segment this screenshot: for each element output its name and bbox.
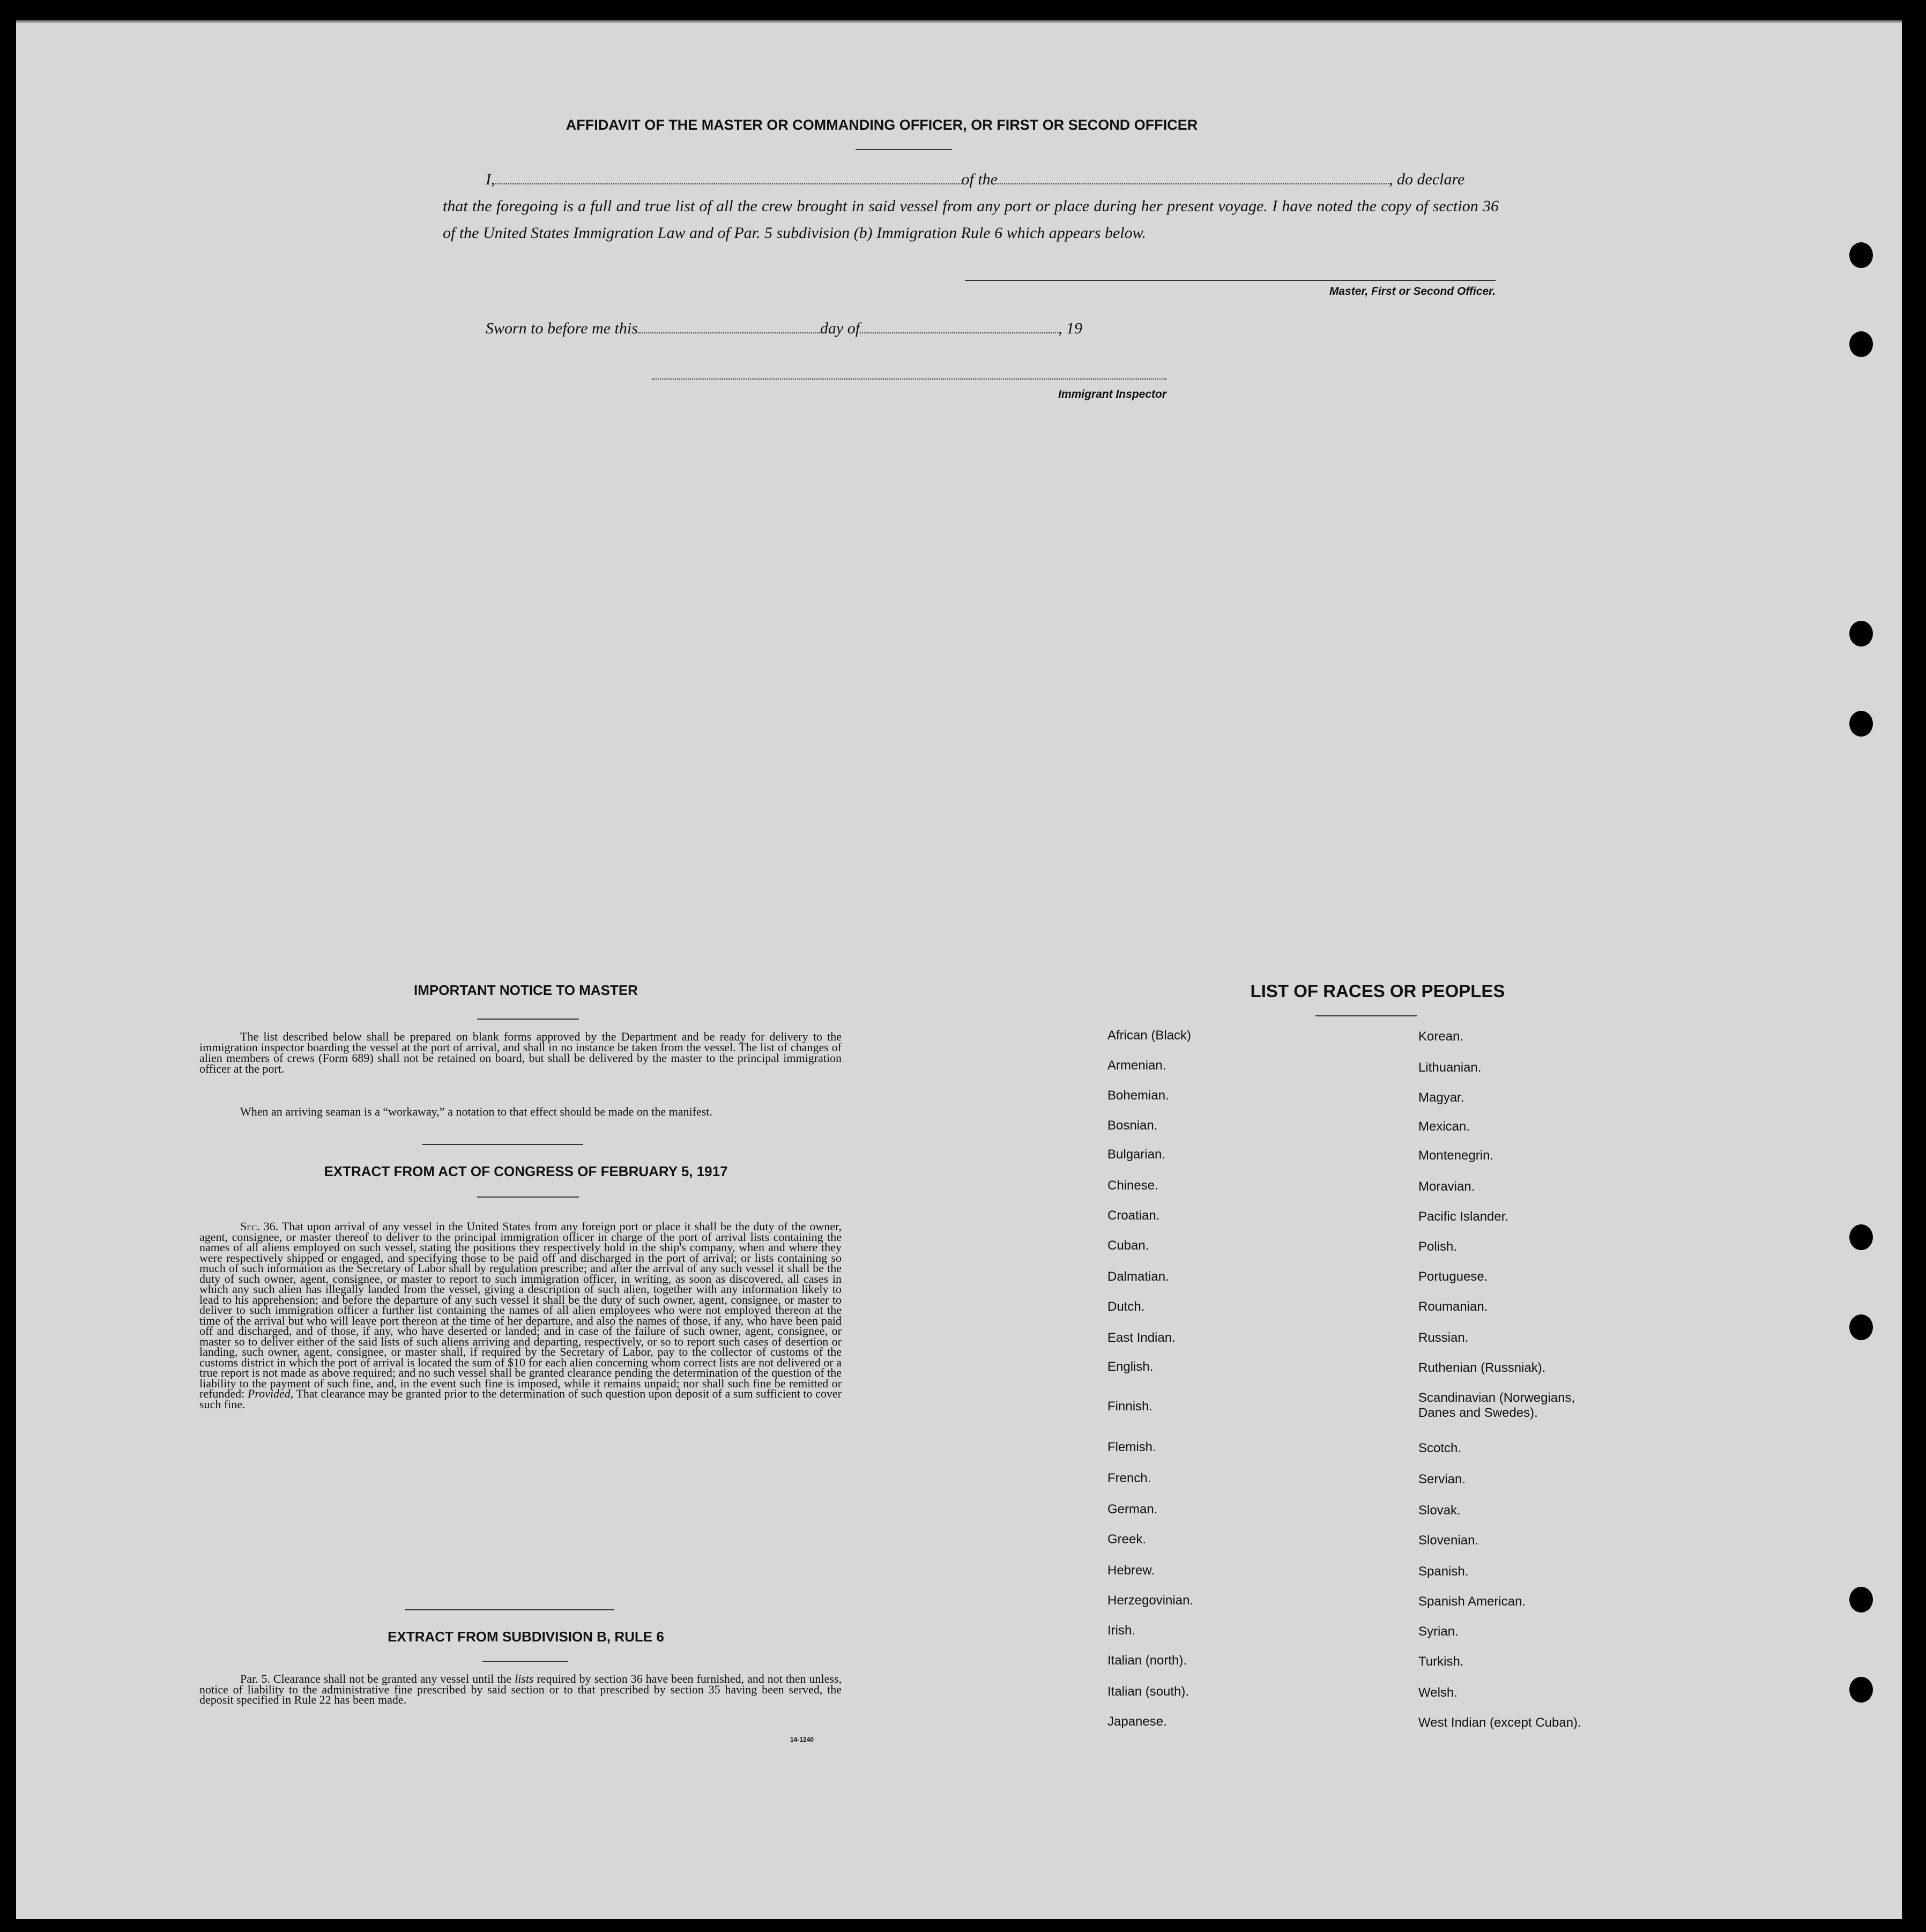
race-item-left: Italian (north).	[1107, 1653, 1187, 1668]
race-item-left: Armenian.	[1107, 1058, 1166, 1073]
form-number: 14-1240	[790, 1736, 814, 1743]
rule-extract-body	[199, 1674, 842, 1705]
race-item-left: Dalmatian.	[1107, 1269, 1169, 1284]
divider	[482, 1661, 568, 1662]
race-item-left: Dutch.	[1107, 1299, 1145, 1314]
divider	[405, 1609, 614, 1610]
form-page	[16, 20, 1902, 1919]
race-item-right: Pacific Islander.	[1418, 1209, 1509, 1224]
race-item-left: English.	[1107, 1359, 1154, 1374]
notice-title: IMPORTANT NOTICE TO MASTER	[414, 982, 638, 998]
sworn-month-blank[interactable]	[860, 332, 1058, 333]
divider	[1315, 1015, 1417, 1016]
act-extract-body	[199, 1221, 842, 1409]
punch-hole	[1849, 621, 1873, 647]
act-extract-title: EXTRACT FROM ACT OF CONGRESS OF FEBRUARY 5, 1917	[324, 1163, 728, 1179]
signature-line[interactable]	[965, 280, 1496, 281]
divider	[422, 1144, 583, 1145]
race-item-right: West Indian (except Cuban).	[1418, 1715, 1581, 1730]
race-item-right: Scandinavian (Norwegians, Danes and Swedes).	[1418, 1391, 1575, 1420]
divider	[477, 1019, 579, 1020]
rule-text-b: required by section 36 have been furnished, and not then unless, notice of liability to the administrative fine prescribed by said section or to that prescribed by section 35 having been served, the deposit specified in Rule 22 has been made.	[199, 1672, 842, 1706]
punch-hole	[1849, 1314, 1873, 1340]
declarant-name-blank[interactable]	[495, 183, 962, 184]
race-item-left: Herzegovinian.	[1107, 1593, 1194, 1608]
race-item-right: Montenegrin.	[1418, 1148, 1494, 1163]
notice-paragraph-1: The list described below shall be prepared on blank forms approved by the Department and be ready for delivery to the immigration inspector boarding the vessel at the port of arrival, and shall in no instance be taken from the vessel. The list of changes of alien members of crews (Form 689) shall not be retained on board, but shall be delivered by the master to the principal immigration officer at the port.	[199, 1030, 842, 1075]
affidavit-title: AFFIDAVIT OF THE MASTER OR COMMANDING OFFICER, OR FIRST OR SECOND OFFICER	[566, 117, 1198, 133]
sworn-middle: day of	[820, 319, 860, 337]
declare-suffix: , do declare	[1389, 170, 1465, 188]
punch-hole	[1849, 1224, 1873, 1250]
sworn-day-blank[interactable]	[638, 332, 820, 333]
section-text: That upon arrival of any vessel in the United States from any foreign port or place it shall be the duty of the owner, agent, consignee, or master thereof to deliver to the principal immigration officer in charge of the port of arrival lists containing the names of all aliens employed on such vessel, stating the positions they respectively hold in the ship's company, when and where they were respectively shipped or engaged, and specifying those to be paid off and discharged in the port of arrival; or lists containing so much of such information as the Secretary of Labor shall by regulation prescribe; and after the arrival of any such vessel it shall be the duty of such owner, agent, consignee, or master to report to such immigration officer, in writing, as soon as discovered, all cases in which any such alien has illegally landed from the vessel, giving a description of such alien, together with any information likely to lead to his apprehension; and before the departure of any such vessel it shall be the duty of such owner, agent, consignee, or master to deliver to such immigration officer a further list containing the names of all alien employees who were not employed thereon at the time of the arrival but who will leave port thereon at the time of her departure, and also the names of those, if any, who have been paid off and discharged, and of those, if any, who have deserted or landed; and in case of the failure of such owner, agent, consignee, or master so to deliver either of the said lists of such aliens arriving and departing, respectively, or so to report such cases of desertion or landing, such owner, agent, consignee, or master shall, if required by the Secretary of Labor, pay to the collector of customs of the customs district in which the port of arrival is located the sum of $10 for each alien concerning whom correct lists are not delivered or a true report is not made as above required; and no such vessel shall be granted clearance pending the determination of the question of the liability to the payment of such fine, and, in the event such fine is imposed, while it remains unpaid; nor shall such fine be remitted or refunded:	[199, 1220, 842, 1400]
race-item-right: Polish.	[1418, 1239, 1457, 1254]
race-item-right: Spanish.	[1418, 1564, 1469, 1579]
affidavit-declaration	[486, 166, 1499, 193]
race-item-right: Mexican.	[1418, 1119, 1470, 1134]
sworn-line	[486, 315, 1236, 342]
race-item-left: French.	[1107, 1471, 1151, 1485]
punch-hole	[1849, 1587, 1873, 1613]
divider	[477, 1197, 579, 1198]
race-item-left: Bulgarian.	[1107, 1147, 1166, 1162]
rule-extract-title: EXTRACT FROM SUBDIVISION B, RULE 6	[388, 1629, 664, 1645]
rule-text-a: Par. 5. Clearance shall not be granted any vessel until the	[240, 1672, 512, 1685]
race-item-left: Greek.	[1107, 1532, 1147, 1547]
race-item-right: Magyar.	[1418, 1090, 1464, 1105]
race-item-right: Roumanian.	[1418, 1299, 1488, 1314]
race-item-left: Flemish.	[1107, 1440, 1156, 1454]
section-label: Sec. 36.	[240, 1220, 279, 1233]
provided-label: Provided,	[247, 1387, 294, 1400]
race-item-left: Croatian.	[1107, 1208, 1160, 1223]
race-item-right: Spanish American.	[1418, 1594, 1526, 1609]
race-item-right: Lithuanian.	[1418, 1060, 1482, 1075]
race-item-right: Portuguese.	[1418, 1269, 1488, 1284]
race-item-right: Russian.	[1418, 1331, 1469, 1345]
sworn-prefix: Sworn to before me this	[486, 319, 638, 337]
race-item-left: Finnish.	[1107, 1399, 1153, 1414]
races-title: LIST OF RACES OR PEOPLES	[1250, 981, 1505, 1001]
race-item-right: Slovak.	[1418, 1503, 1461, 1518]
race-item-left: Italian (south).	[1107, 1684, 1189, 1699]
race-item-left: African (Black)	[1107, 1028, 1192, 1043]
race-item-right: Welsh.	[1418, 1685, 1457, 1700]
race-item-right: Syrian.	[1418, 1624, 1459, 1639]
race-item-left: Bohemian.	[1107, 1088, 1169, 1103]
race-item-left: East Indian.	[1107, 1331, 1176, 1345]
sworn-suffix: , 19	[1058, 319, 1083, 337]
vessel-name-blank[interactable]	[998, 183, 1389, 184]
race-item-right: Servian.	[1418, 1472, 1466, 1487]
race-item-left: Chinese.	[1107, 1178, 1158, 1193]
race-item-right: Moravian.	[1418, 1179, 1475, 1194]
punch-hole	[1849, 331, 1873, 357]
punch-hole	[1849, 1677, 1873, 1703]
race-item-left: Bosnian.	[1107, 1118, 1158, 1133]
race-item-left: Irish.	[1107, 1623, 1136, 1638]
race-item-left: Hebrew.	[1107, 1563, 1155, 1578]
inspector-signature-line[interactable]	[652, 378, 1166, 380]
declarant-prefix: I,	[486, 170, 495, 188]
race-item-right: Korean.	[1418, 1029, 1464, 1044]
vessel-prefix: of the	[961, 170, 998, 188]
affidavit-body: that the foregoing is a full and true list of all the crew brought in said vessel from any port or place during her present voyage. I have noted the copy of section 36 of the United States Immigration Law and of Par. 5 subdivision (b) Immigration Rule 6 which appears below.	[443, 197, 1499, 242]
divider	[856, 149, 952, 150]
race-item-right: Scotch.	[1418, 1441, 1462, 1455]
inspector-label: Immigrant Inspector	[1058, 388, 1166, 400]
race-item-right: Slovenian.	[1418, 1533, 1479, 1548]
race-item-left: German.	[1107, 1502, 1158, 1517]
punch-hole	[1849, 711, 1873, 737]
punch-hole	[1849, 242, 1873, 268]
provided-text: That clearance may be granted prior to the determination of such question upon deposit of a sum sufficient to cover such fine.	[199, 1387, 842, 1411]
race-item-right: Ruthenian (Russniak).	[1418, 1361, 1546, 1375]
rule-text-lists: lists	[515, 1672, 534, 1685]
race-item-left: Japanese.	[1107, 1714, 1167, 1729]
signature-label: Master, First or Second Officer.	[1329, 285, 1496, 298]
race-item-right: Turkish.	[1418, 1654, 1464, 1669]
notice-paragraph-2: When an arriving seaman is a “workaway,” a notation to that effect should be made on the manifest.	[240, 1105, 712, 1118]
race-item-left: Cuban.	[1107, 1238, 1149, 1253]
